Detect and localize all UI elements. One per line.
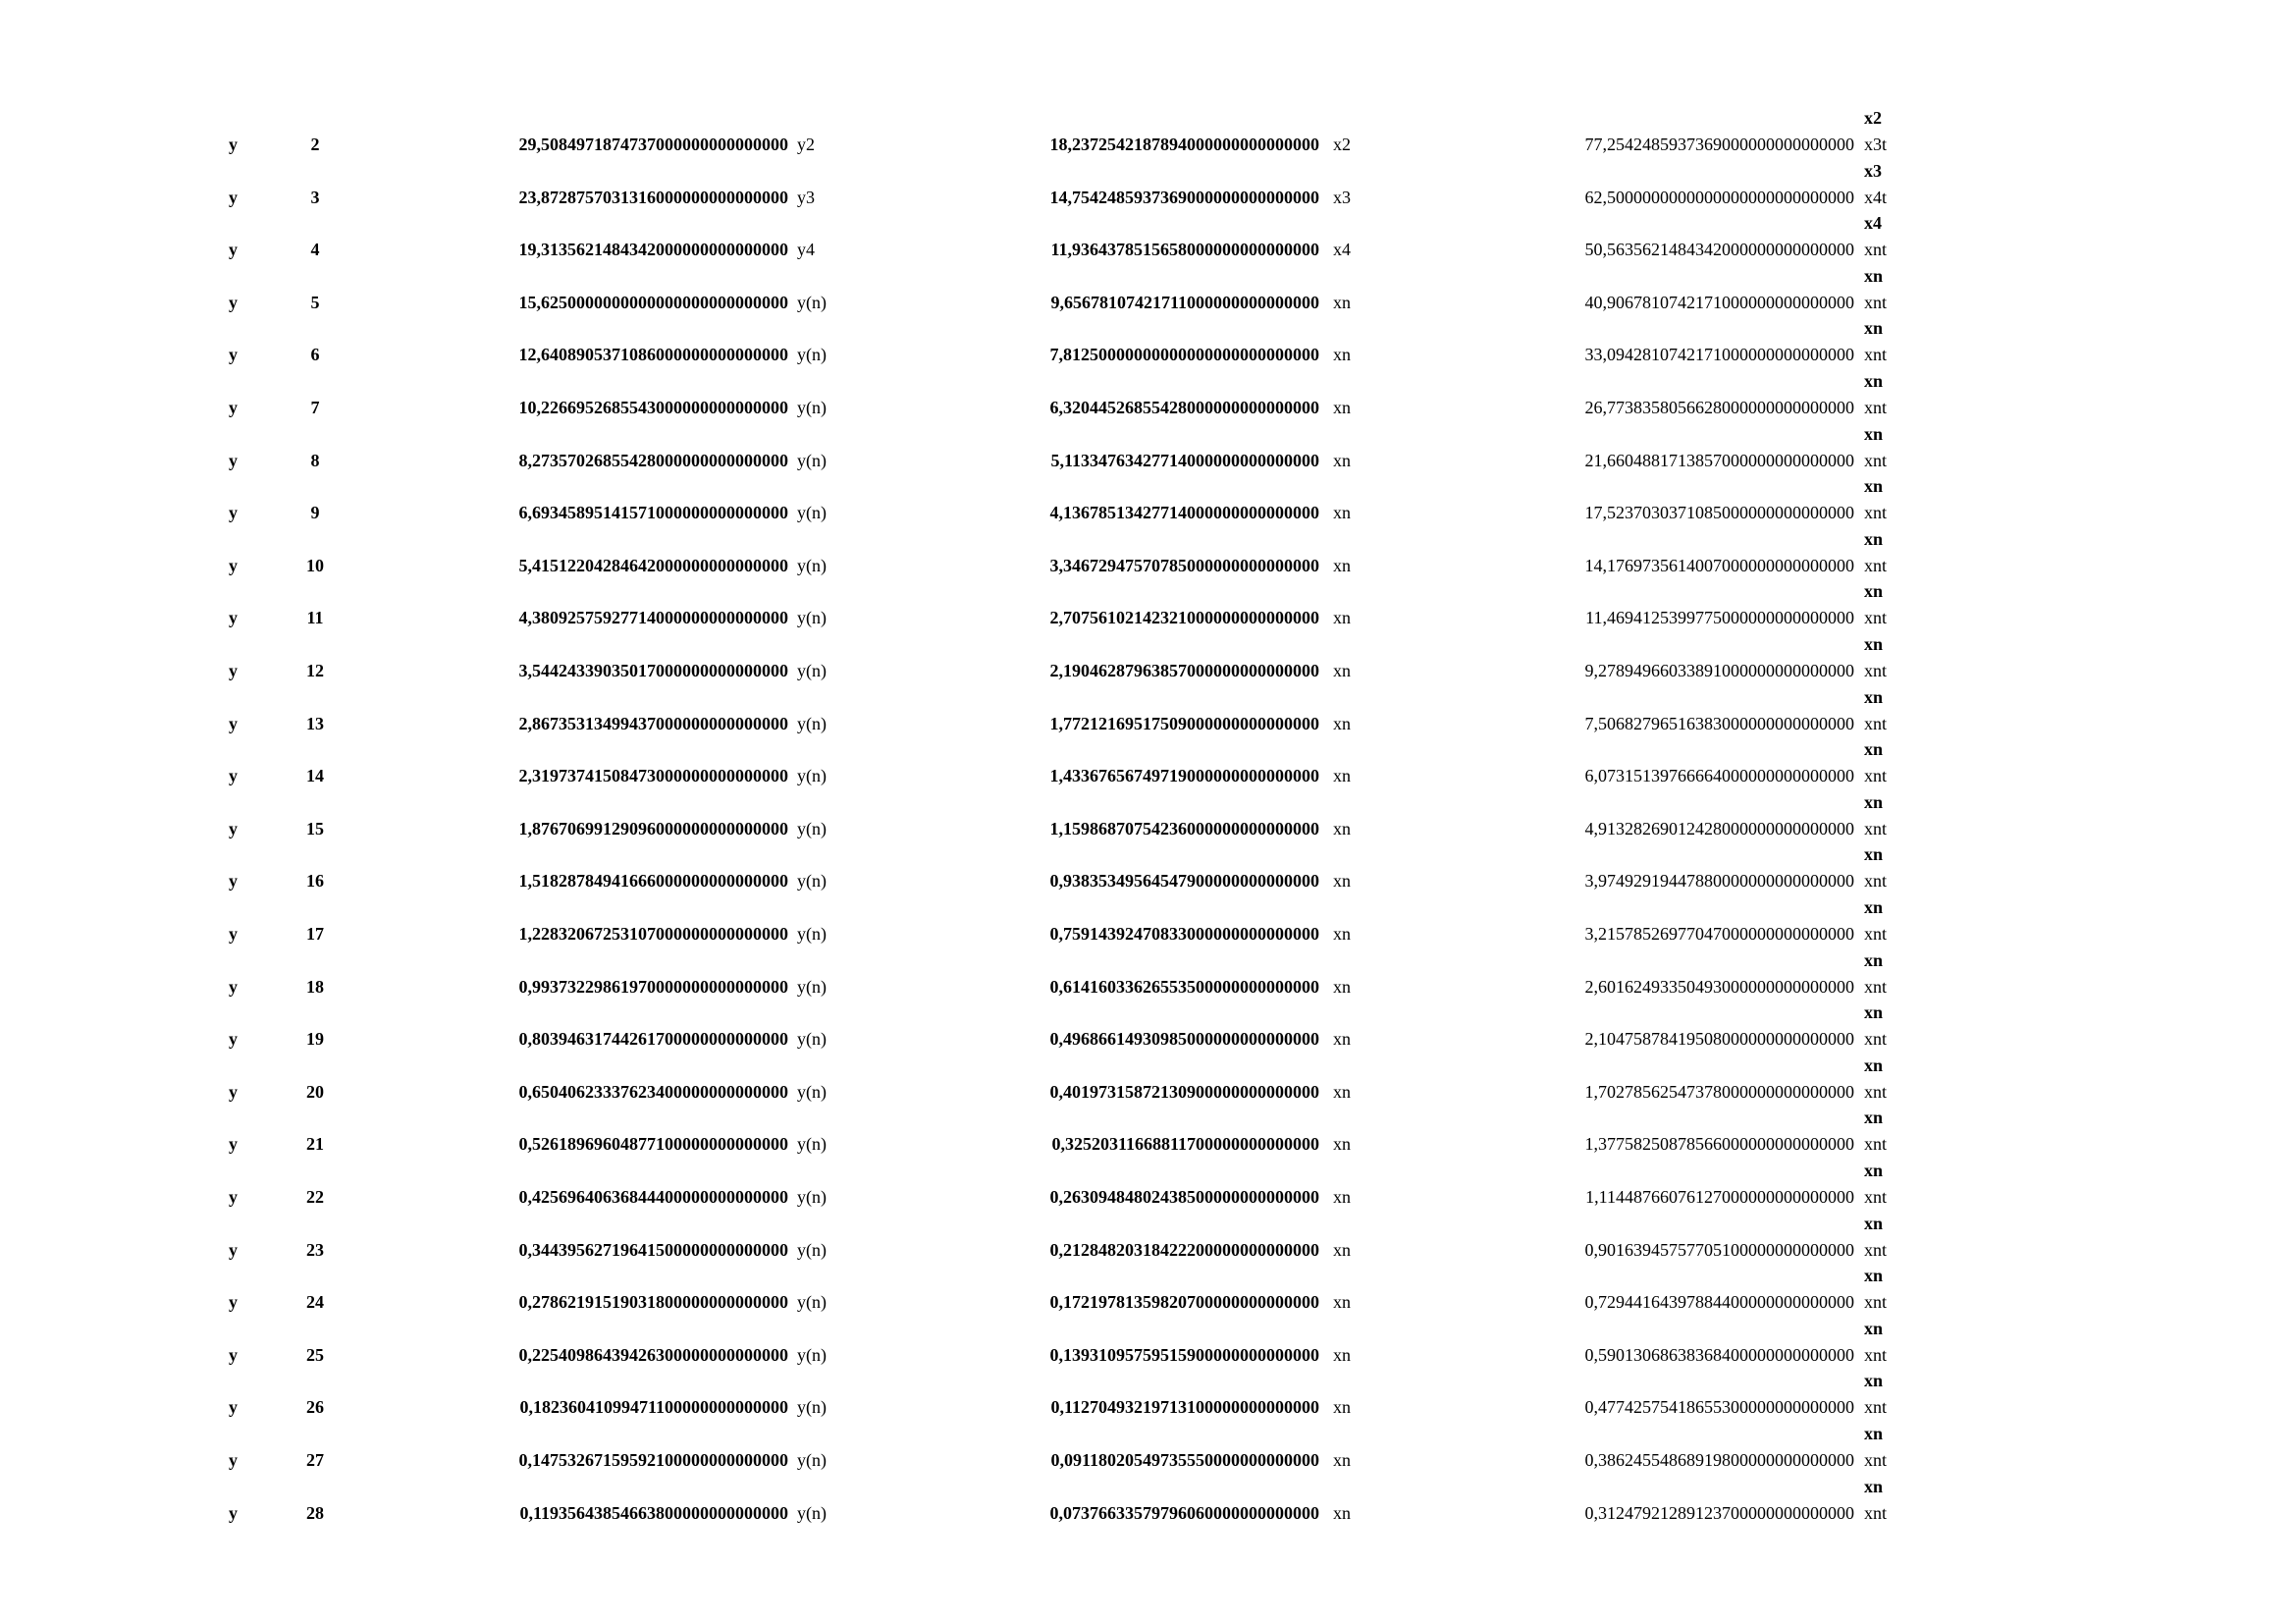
y-value: 6,69345895141571000000000000000 xyxy=(518,503,788,523)
row-y-label: y xyxy=(229,766,238,786)
table-row xyxy=(0,1366,2296,1419)
table-row xyxy=(0,576,2296,629)
xt-value: 0,38624554868919800000000000000 xyxy=(1584,1450,1854,1470)
table-row xyxy=(0,1261,2296,1314)
row-index: 18 xyxy=(306,976,324,997)
y-value-label: y(n) xyxy=(797,713,827,733)
x-value-label: xn xyxy=(1333,1134,1351,1155)
xt-value-label: xnt xyxy=(1864,1450,1888,1470)
xt-value-label: xnt xyxy=(1864,1292,1888,1313)
x-value-label: x2 xyxy=(1333,135,1351,154)
row-index: 8 xyxy=(310,450,320,470)
x-label-above: xn xyxy=(1864,1318,1884,1338)
xt-value: 26,7738358056628000000000000000 xyxy=(1584,398,1854,417)
y-value-label: y(n) xyxy=(797,450,827,470)
x-value-label: x4 xyxy=(1333,240,1351,260)
row-y-label: y xyxy=(229,924,238,944)
y-value: 5,41512204284642000000000000000 xyxy=(518,555,788,575)
x-value: 5,11334763427714000000000000000 xyxy=(1050,450,1319,470)
x-value-label: xn xyxy=(1333,1081,1351,1102)
xt-value-label: xnt xyxy=(1864,1502,1888,1523)
xt-value: 1,70278562547378000000000000000 xyxy=(1584,1081,1854,1102)
y-value: 23,8728757031316000000000000000 xyxy=(518,187,788,207)
table-row xyxy=(0,103,2296,156)
x-label-above: x4 xyxy=(1864,213,1882,234)
row-y-label: y xyxy=(229,345,238,365)
table-row xyxy=(0,208,2296,261)
x-value: 18,2372542187894000000000000000 xyxy=(1049,135,1319,154)
row-y-label: y xyxy=(229,240,238,260)
x-label-above: xn xyxy=(1864,949,1884,970)
table-row xyxy=(0,1051,2296,1104)
y-value-label: y(n) xyxy=(797,1187,827,1207)
x-value: 0,17219781359820700000000000000 xyxy=(1049,1292,1319,1313)
x-label-above: xn xyxy=(1864,318,1884,339)
y-value: 2,31973741508473000000000000000 xyxy=(518,766,788,786)
row-y-label: y xyxy=(229,871,238,892)
y-value-label: y4 xyxy=(797,240,815,260)
row-index: 13 xyxy=(306,713,324,733)
x-value: 0,61416033626553500000000000000 xyxy=(1049,976,1319,997)
xt-value: 40,9067810742171000000000000000 xyxy=(1584,292,1854,312)
y-value-label: y(n) xyxy=(797,345,827,365)
row-index: 27 xyxy=(306,1450,324,1470)
y-value-label: y(n) xyxy=(797,1502,827,1523)
table-row xyxy=(0,366,2296,419)
y-value-label: y(n) xyxy=(797,292,827,312)
y-value-label: y(n) xyxy=(797,661,827,680)
x-label-above: xn xyxy=(1864,1424,1884,1443)
table-row xyxy=(0,1419,2296,1472)
y-value: 0,18236041099471100000000000000 xyxy=(519,1397,788,1418)
y-value: 3,54424339035017000000000000000 xyxy=(518,661,788,680)
x-value: 0,11270493219713100000000000000 xyxy=(1050,1397,1319,1418)
y-value: 10,2266952685543000000000000000 xyxy=(518,398,788,417)
xt-value-label: xnt xyxy=(1864,345,1888,365)
row-y-label: y xyxy=(229,503,238,523)
row-y-label: y xyxy=(229,292,238,312)
table-row xyxy=(0,313,2296,366)
row-y-label: y xyxy=(229,713,238,733)
row-y-label: y xyxy=(229,1292,238,1313)
x-label-above: xn xyxy=(1864,1371,1884,1391)
y-value: 4,38092575927714000000000000000 xyxy=(518,608,788,628)
table-row xyxy=(0,1156,2296,1209)
x-value-label: xn xyxy=(1333,1029,1351,1050)
y-value-label: y(n) xyxy=(797,871,827,892)
x-value-label: xn xyxy=(1333,924,1351,944)
table-row xyxy=(0,893,2296,946)
xt-value: 0,47742575418655300000000000000 xyxy=(1584,1397,1854,1418)
row-y-label: y xyxy=(229,1134,238,1155)
x-value: 0,26309484802438500000000000000 xyxy=(1049,1187,1319,1207)
x-value: 0,93835349564547900000000000000 xyxy=(1049,871,1319,892)
y-value: 0,52618969604877100000000000000 xyxy=(518,1134,788,1155)
xt-value-label: xnt xyxy=(1864,450,1888,470)
x-value: 0,49686614930985000000000000000 xyxy=(1049,1029,1319,1050)
x-label-above: xn xyxy=(1864,1161,1884,1180)
y-value: 0,34439562719641500000000000000 xyxy=(518,1239,788,1260)
table-row xyxy=(0,1209,2296,1262)
x-label-above: xn xyxy=(1864,265,1884,286)
x-label-above: xn xyxy=(1864,686,1884,707)
x-value: 2,19046287963857000000000000000 xyxy=(1049,661,1319,680)
y-value-label: y(n) xyxy=(797,1029,827,1050)
xt-value: 4,91328269012428000000000000000 xyxy=(1584,818,1854,839)
x-value: 7,81250000000000000000000000000 xyxy=(1049,345,1319,365)
xt-value-label: xnt xyxy=(1864,924,1888,944)
x-label-above: xn xyxy=(1864,1002,1884,1023)
x-label-above: xn xyxy=(1864,528,1884,549)
x-label-above: x2 xyxy=(1864,108,1882,128)
row-y-label: y xyxy=(229,1450,238,1470)
y-value: 0,99373229861970000000000000000 xyxy=(518,976,788,997)
table-row xyxy=(0,524,2296,577)
row-index: 15 xyxy=(306,818,324,839)
x-label-above: xn xyxy=(1864,1108,1884,1128)
x-label-above: xn xyxy=(1864,371,1884,391)
row-index: 19 xyxy=(306,1029,324,1050)
x-value-label: xn xyxy=(1333,766,1351,786)
xt-value: 0,72944164397884400000000000000 xyxy=(1584,1292,1854,1313)
row-y-label: y xyxy=(229,1081,238,1102)
y-value-label: y(n) xyxy=(797,976,827,997)
x-value: 0,07376633579796060000000000000 xyxy=(1049,1502,1319,1523)
x-value-label: xn xyxy=(1333,976,1351,997)
x-value: 0,40197315872130900000000000000 xyxy=(1049,1081,1319,1102)
x-label-above: xn xyxy=(1864,739,1884,760)
row-y-label: y xyxy=(229,1344,238,1365)
row-y-label: y xyxy=(229,187,238,207)
x-value-label: xn xyxy=(1333,818,1351,839)
xt-value-label: xnt xyxy=(1864,976,1888,997)
x-value-label: xn xyxy=(1333,1187,1351,1207)
table-row xyxy=(0,1314,2296,1367)
row-index: 24 xyxy=(306,1292,324,1313)
y-value: 19,3135621484342000000000000000 xyxy=(518,240,788,260)
row-y-label: y xyxy=(229,555,238,575)
row-y-label: y xyxy=(229,398,238,417)
y-value-label: y(n) xyxy=(797,818,827,839)
x-value: 9,65678107421711000000000000000 xyxy=(1050,292,1319,312)
row-y-label: y xyxy=(229,135,238,154)
y-value-label: y(n) xyxy=(797,1239,827,1260)
table-row xyxy=(0,629,2296,682)
x-value-label: xn xyxy=(1333,398,1351,417)
xt-value-label: xnt xyxy=(1864,1397,1888,1418)
y-value-label: y(n) xyxy=(797,1450,827,1470)
x-value: 3,34672947570785000000000000000 xyxy=(1049,555,1319,575)
y-value-label: y(n) xyxy=(797,503,827,523)
xt-value: 77,2542485937369000000000000000 xyxy=(1584,135,1854,154)
row-index: 9 xyxy=(310,503,320,523)
x-value-label: xn xyxy=(1333,345,1351,365)
row-y-label: y xyxy=(229,661,238,680)
xt-value-label: xnt xyxy=(1864,713,1888,733)
x-value: 11,9364378515658000000000000000 xyxy=(1050,240,1319,260)
xt-value-label: xnt xyxy=(1864,766,1888,786)
x-label-above: xn xyxy=(1864,1266,1884,1286)
y-value: 0,11935643854663800000000000000 xyxy=(519,1502,788,1523)
x-value-label: xn xyxy=(1333,1344,1351,1365)
row-index: 11 xyxy=(306,608,324,628)
xt-value-label: xnt xyxy=(1864,661,1888,680)
x-label-above: x3 xyxy=(1864,160,1882,181)
row-index: 6 xyxy=(310,345,320,365)
row-y-label: y xyxy=(229,1502,238,1523)
y-value: 1,87670699129096000000000000000 xyxy=(518,818,788,839)
x-value-label: xn xyxy=(1333,1239,1351,1260)
table-row xyxy=(0,261,2296,314)
xt-value: 0,31247921289123700000000000000 xyxy=(1584,1502,1854,1523)
row-index: 4 xyxy=(310,240,320,260)
row-index: 23 xyxy=(306,1239,324,1260)
xt-value: 50,5635621484342000000000000000 xyxy=(1584,240,1854,260)
row-index: 28 xyxy=(306,1502,324,1523)
x-value: 0,21284820318422200000000000000 xyxy=(1049,1239,1319,1260)
y-value: 0,22540986439426300000000000000 xyxy=(518,1344,788,1365)
xt-value: 2,60162493350493000000000000000 xyxy=(1584,976,1854,997)
row-y-label: y xyxy=(229,1397,238,1418)
x-value-label: xn xyxy=(1333,292,1351,312)
x-value-label: xn xyxy=(1333,661,1351,680)
xt-value: 9,27894966033891000000000000000 xyxy=(1584,661,1854,680)
row-index: 3 xyxy=(310,187,320,207)
row-index: 7 xyxy=(310,398,320,417)
row-index: 25 xyxy=(306,1344,324,1365)
row-index: 21 xyxy=(306,1134,324,1155)
y-value: 8,27357026855428000000000000000 xyxy=(518,450,788,470)
y-value: 0,42569640636844400000000000000 xyxy=(518,1187,788,1207)
y-value-label: y(n) xyxy=(797,1397,827,1418)
table-row xyxy=(0,787,2296,840)
x-label-above: xn xyxy=(1864,791,1884,812)
xt-value-label: xnt xyxy=(1864,555,1888,575)
xt-value: 1,37758250878566000000000000000 xyxy=(1584,1134,1854,1155)
row-y-label: y xyxy=(229,1187,238,1207)
xt-value: 14,1769735614007000000000000000 xyxy=(1584,555,1854,575)
table-row xyxy=(0,1472,2296,1525)
row-y-label: y xyxy=(229,818,238,839)
y-value-label: y(n) xyxy=(797,398,827,417)
xt-value-label: xnt xyxy=(1864,818,1888,839)
y-value-label: y(n) xyxy=(797,1081,827,1102)
x-value-label: xn xyxy=(1333,713,1351,733)
y-value-label: y(n) xyxy=(797,1344,827,1365)
x-label-above: xn xyxy=(1864,844,1884,865)
xt-value: 62,5000000000000000000000000000 xyxy=(1584,187,1854,207)
xt-value-label: xnt xyxy=(1864,240,1888,260)
xt-value-label: xnt xyxy=(1864,1029,1888,1050)
x-label-above: xn xyxy=(1864,476,1884,497)
xt-value-label: xnt xyxy=(1864,292,1888,312)
x-label-above: xn xyxy=(1864,897,1884,917)
x-label-above: xn xyxy=(1864,1213,1884,1233)
xt-value-label: xnt xyxy=(1864,1134,1888,1155)
y-value: 0,80394631744261700000000000000 xyxy=(518,1029,788,1050)
y-value-label: y(n) xyxy=(797,766,827,786)
row-index: 14 xyxy=(306,766,324,786)
y-value-label: y(n) xyxy=(797,555,827,575)
y-value-label: y(n) xyxy=(797,608,827,628)
y-value-label: y(n) xyxy=(797,924,827,944)
xt-value-label: xnt xyxy=(1864,503,1888,523)
x-label-above: xn xyxy=(1864,1055,1884,1075)
y-value: 1,22832067253107000000000000000 xyxy=(518,924,788,944)
xt-value: 0,90163945757705100000000000000 xyxy=(1584,1239,1854,1260)
row-index: 16 xyxy=(306,871,324,892)
x-value: 2,70756102142321000000000000000 xyxy=(1049,608,1319,628)
x-value: 0,32520311668811700000000000000 xyxy=(1051,1134,1319,1155)
x-value-label: xn xyxy=(1333,450,1351,470)
x-value: 0,09118020549735550000000000000 xyxy=(1050,1450,1319,1470)
x-value: 0,13931095759515900000000000000 xyxy=(1049,1344,1319,1365)
x-value: 4,13678513427714000000000000000 xyxy=(1049,503,1319,523)
xt-value: 3,97492919447880000000000000000 xyxy=(1584,871,1854,892)
row-index: 10 xyxy=(306,555,324,575)
xt-value: 1,11448766076127000000000000000 xyxy=(1585,1187,1854,1207)
x-label-above: xn xyxy=(1864,634,1884,654)
y-value: 0,27862191519031800000000000000 xyxy=(518,1292,788,1313)
y-value: 1,51828784941666000000000000000 xyxy=(518,871,788,892)
x-value-label: xn xyxy=(1333,1397,1351,1418)
x-value-label: xn xyxy=(1333,871,1351,892)
x-value-label: xn xyxy=(1333,1450,1351,1470)
row-index: 17 xyxy=(306,924,324,944)
xt-value-label: xnt xyxy=(1864,871,1888,892)
table-row xyxy=(0,998,2296,1051)
row-y-label: y xyxy=(229,608,238,628)
x-value: 6,32044526855428000000000000000 xyxy=(1049,398,1319,417)
x-value: 1,77212169517509000000000000000 xyxy=(1049,713,1319,733)
row-index: 2 xyxy=(310,135,320,154)
xt-value: 11,4694125399775000000000000000 xyxy=(1585,608,1854,628)
table-row xyxy=(0,682,2296,735)
table-row xyxy=(0,471,2296,524)
table-row xyxy=(0,1103,2296,1156)
row-index: 20 xyxy=(306,1081,324,1102)
row-y-label: y xyxy=(229,1029,238,1050)
x-value-label: x3 xyxy=(1333,187,1351,207)
xt-value-label: x4t xyxy=(1864,187,1888,207)
xt-value: 6,07315139766664000000000000000 xyxy=(1584,766,1854,786)
table-row xyxy=(0,839,2296,893)
row-index: 12 xyxy=(306,661,324,680)
row-index: 5 xyxy=(310,292,320,312)
x-value-label: xn xyxy=(1333,1502,1351,1523)
row-y-label: y xyxy=(229,450,238,470)
x-value-label: xn xyxy=(1333,1292,1351,1313)
y-value: 29,5084971874737000000000000000 xyxy=(518,135,788,154)
xt-value: 21,6604881713857000000000000000 xyxy=(1584,450,1854,470)
x-value: 1,15986870754236000000000000000 xyxy=(1049,818,1319,839)
xt-value: 0,59013068638368400000000000000 xyxy=(1584,1344,1854,1365)
x-label-above: xn xyxy=(1864,581,1884,602)
xt-value-label: xnt xyxy=(1864,1081,1888,1102)
x-label-above: xn xyxy=(1864,1476,1884,1496)
xt-value: 33,0942810742171000000000000000 xyxy=(1584,345,1854,365)
y-value-label: y3 xyxy=(797,187,815,207)
xt-value-label: xnt xyxy=(1864,608,1888,628)
x-label-above: xn xyxy=(1864,423,1884,444)
xt-value-label: xnt xyxy=(1864,1187,1888,1207)
y-value: 12,6408905371086000000000000000 xyxy=(518,345,788,365)
y-value: 2,86735313499437000000000000000 xyxy=(518,713,788,733)
table-row xyxy=(0,734,2296,787)
xt-value: 2,10475878419508000000000000000 xyxy=(1584,1029,1854,1050)
row-index: 26 xyxy=(306,1397,324,1418)
x-value-label: xn xyxy=(1333,555,1351,575)
xt-value-label: xnt xyxy=(1864,1344,1888,1365)
y-value-label: y(n) xyxy=(797,1292,827,1313)
table-row xyxy=(0,946,2296,999)
xt-value-label: xnt xyxy=(1864,1239,1888,1260)
xt-value: 17,5237030371085000000000000000 xyxy=(1584,503,1854,523)
xt-value-label: x3t xyxy=(1864,135,1888,154)
y-value: 0,65040623337623400000000000000 xyxy=(518,1081,788,1102)
x-value-label: xn xyxy=(1333,608,1351,628)
xt-value-label: xnt xyxy=(1864,398,1888,417)
y-value-label: y2 xyxy=(797,135,815,154)
xt-value: 3,21578526977047000000000000000 xyxy=(1584,924,1854,944)
row-index: 22 xyxy=(306,1187,324,1207)
row-y-label: y xyxy=(229,976,238,997)
x-value: 14,7542485937369000000000000000 xyxy=(1049,187,1319,207)
y-value: 0,14753267159592100000000000000 xyxy=(518,1450,788,1470)
xt-value: 7,50682796516383000000000000000 xyxy=(1584,713,1854,733)
x-value: 0,75914392470833000000000000000 xyxy=(1049,924,1319,944)
y-value: 15,6250000000000000000000000000 xyxy=(518,292,788,312)
y-value-label: y(n) xyxy=(797,1134,827,1155)
row-y-label: y xyxy=(229,1239,238,1260)
table-row xyxy=(0,419,2296,472)
x-value: 1,43367656749719000000000000000 xyxy=(1049,766,1319,786)
x-value-label: xn xyxy=(1333,503,1351,523)
table-row xyxy=(0,156,2296,209)
